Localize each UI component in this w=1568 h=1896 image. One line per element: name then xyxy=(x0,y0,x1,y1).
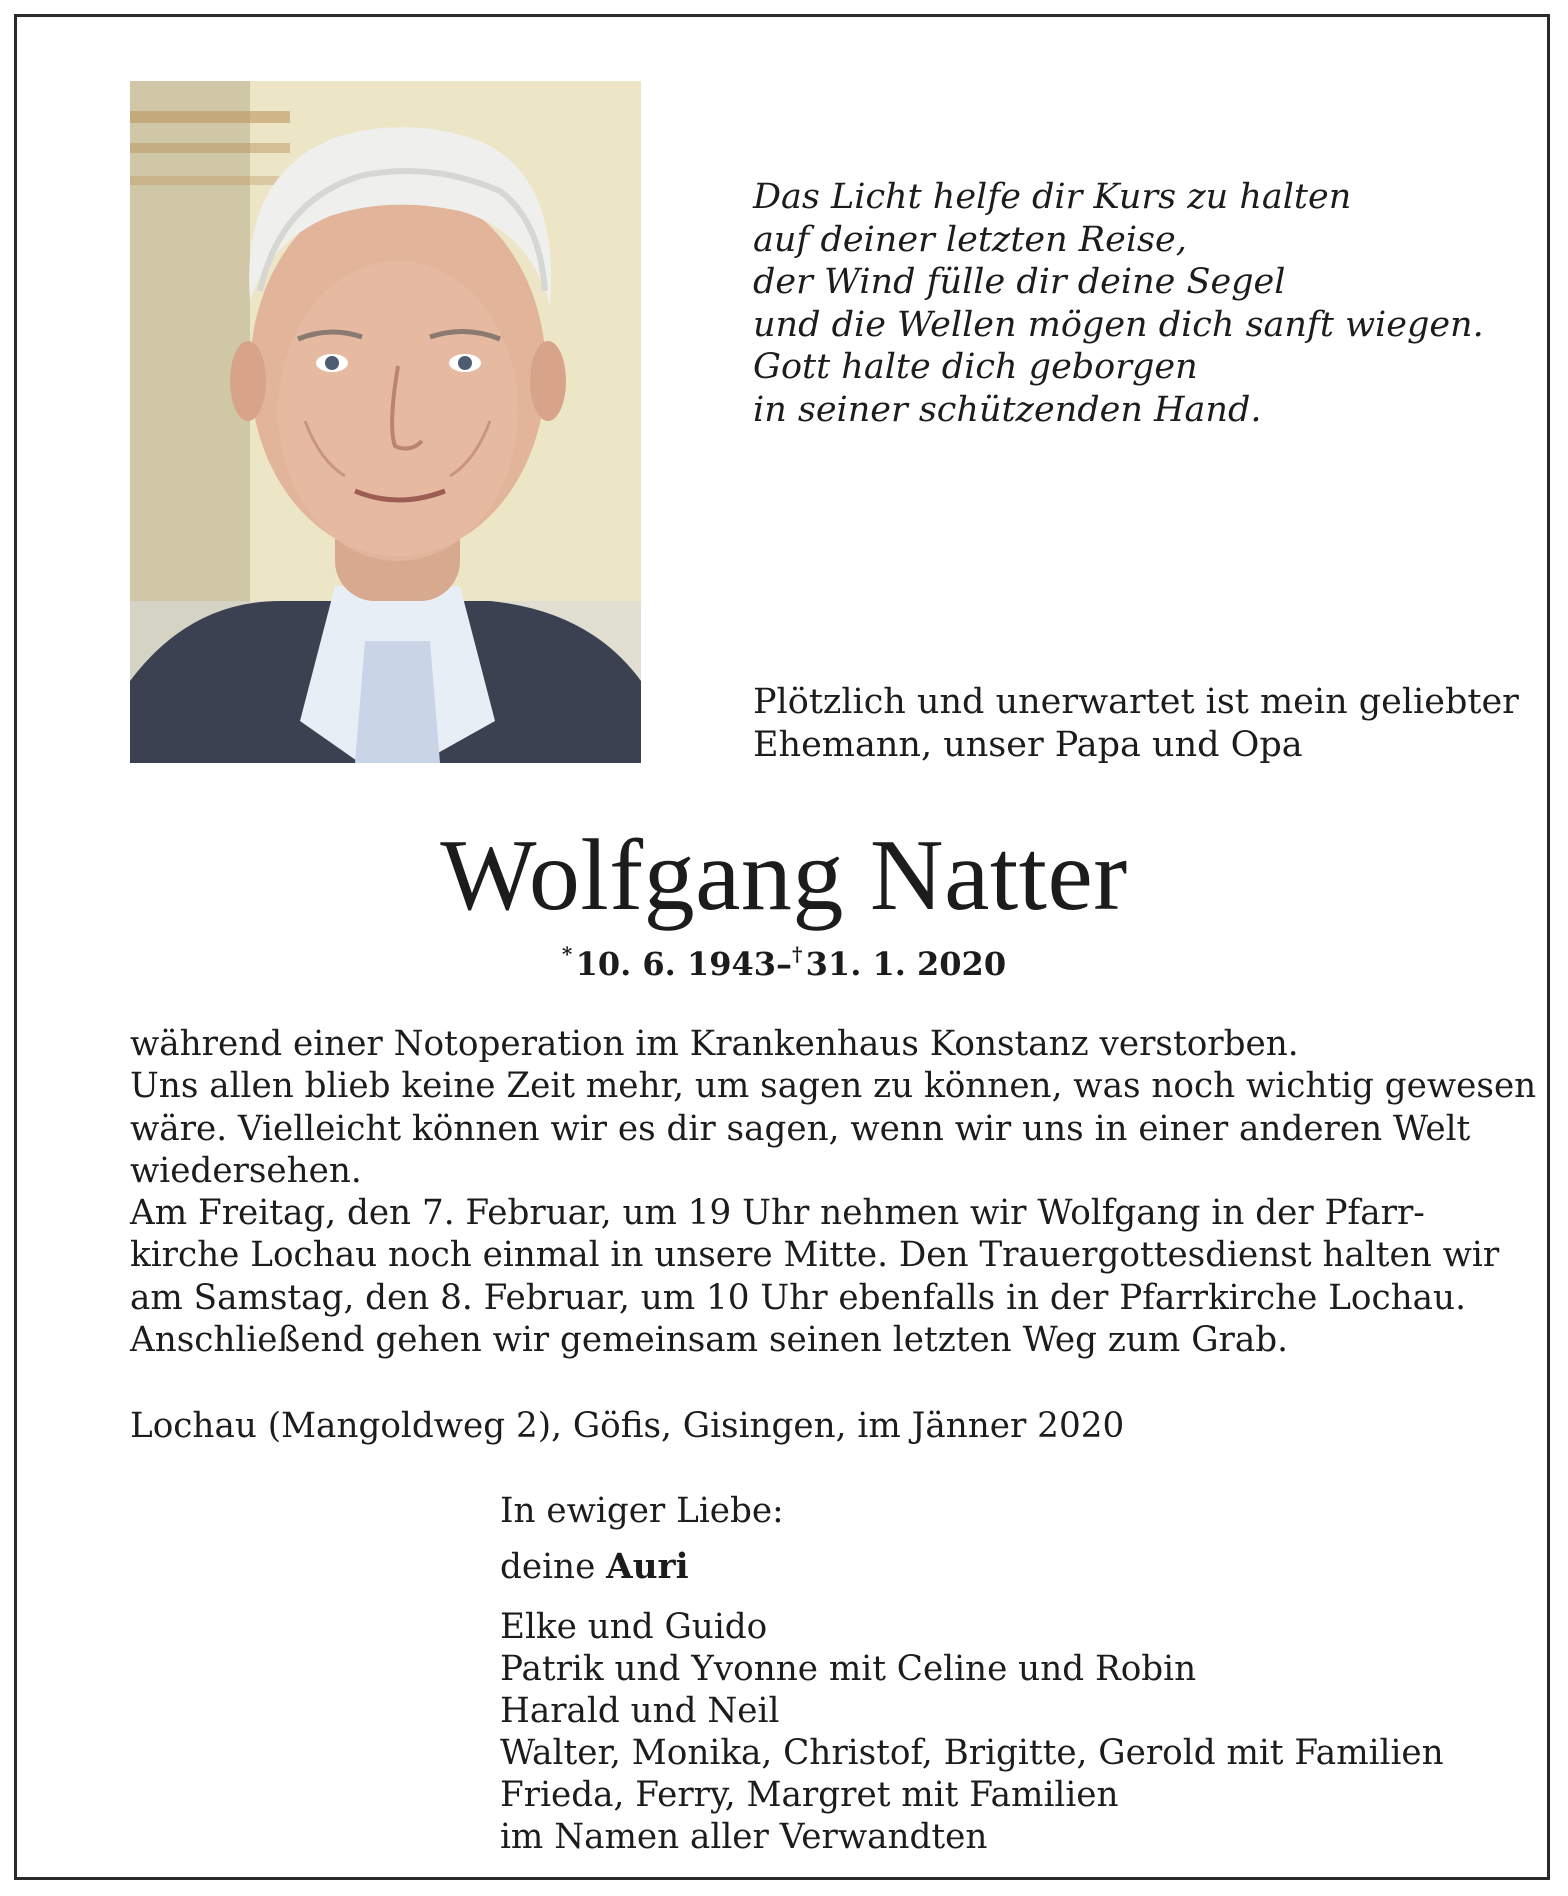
place-and-date: Lochau (Mangoldweg 2), Göfis, Gisingen, im Jänner 2020 xyxy=(130,1406,1125,1446)
body-line: wäre. Vielleicht können wir es dir sagen, wenn wir uns in einer anderen Welt xyxy=(130,1108,1471,1149)
poem-line: Gott halte dich geborgen xyxy=(753,347,1198,387)
life-dates xyxy=(0,944,1568,984)
family-line: Walter, Monika, Christof, Brigitte, Gerold mit Familien xyxy=(500,1733,1444,1773)
date-separator: – xyxy=(776,945,792,983)
poem-line: und die Wellen mögen dich sanft wiegen. xyxy=(753,304,1484,345)
body-line: kirche Lochau noch einmal in unsere Mitte. Den Trauergottesdienst halten wir xyxy=(130,1235,1500,1276)
family-line: Harald und Neil xyxy=(500,1691,780,1731)
deceased-name: Wolfgang Natter xyxy=(440,819,1128,932)
family-line: im Namen aller Verwandten xyxy=(500,1817,988,1857)
poem-line: der Wind fülle dir deine Segel xyxy=(753,262,1286,302)
body-line: Uns allen blieb keine Zeit mehr, um sagen zu können, was noch wichtig gewesen xyxy=(130,1066,1537,1107)
family-line: Patrik und Yvonne mit Celine und Robin xyxy=(500,1649,1197,1689)
body-line: am Samstag, den 8. Februar, um 10 Uhr ebenfalls in der Pfarrkirche Lochau. xyxy=(130,1277,1466,1318)
spouse-prefix: deine xyxy=(500,1547,607,1587)
birth-symbol: * xyxy=(561,942,573,966)
intro-line: Ehemann, unser Papa und Opa xyxy=(753,725,1303,765)
memorial-poem xyxy=(753,176,1484,431)
birth-date: 10. 6. 1943 xyxy=(575,945,776,983)
spouse-line xyxy=(500,1546,1500,1588)
portrait-illustration xyxy=(130,81,641,763)
body-line: wiedersehen. xyxy=(130,1150,362,1191)
family-line: Elke und Guido xyxy=(500,1607,768,1647)
mourners-signature xyxy=(500,1490,1500,1858)
portrait-photo xyxy=(130,81,641,763)
spouse-name: Auri xyxy=(606,1547,689,1587)
announcement-body xyxy=(130,1023,1537,1361)
family-line: Frieda, Ferry, Margret mit Familien xyxy=(500,1775,1119,1815)
announcement-intro xyxy=(753,681,1519,767)
poem-line: in seiner schützenden Hand. xyxy=(753,389,1262,430)
poem-line: auf deiner letzten Reise, xyxy=(753,219,1187,260)
body-line: während einer Notoperation im Krankenhaus Konstanz verstorben. xyxy=(130,1024,1299,1064)
intro-line: Plötzlich und unerwartet ist mein geliebter xyxy=(753,682,1519,722)
body-line: Anschließend gehen wir gemeinsam seinen letzten Weg zum Grab. xyxy=(130,1320,1289,1361)
death-date: 31. 1. 2020 xyxy=(805,945,1007,983)
death-symbol: † xyxy=(792,942,803,966)
poem-line: Das Licht helfe dir Kurs zu halten xyxy=(753,177,1352,217)
body-line: Am Freitag, den 7. Februar, um 19 Uhr nehmen wir Wolfgang in der Pfarr- xyxy=(130,1193,1425,1234)
signature-heading: In ewiger Liebe: xyxy=(500,1491,784,1531)
